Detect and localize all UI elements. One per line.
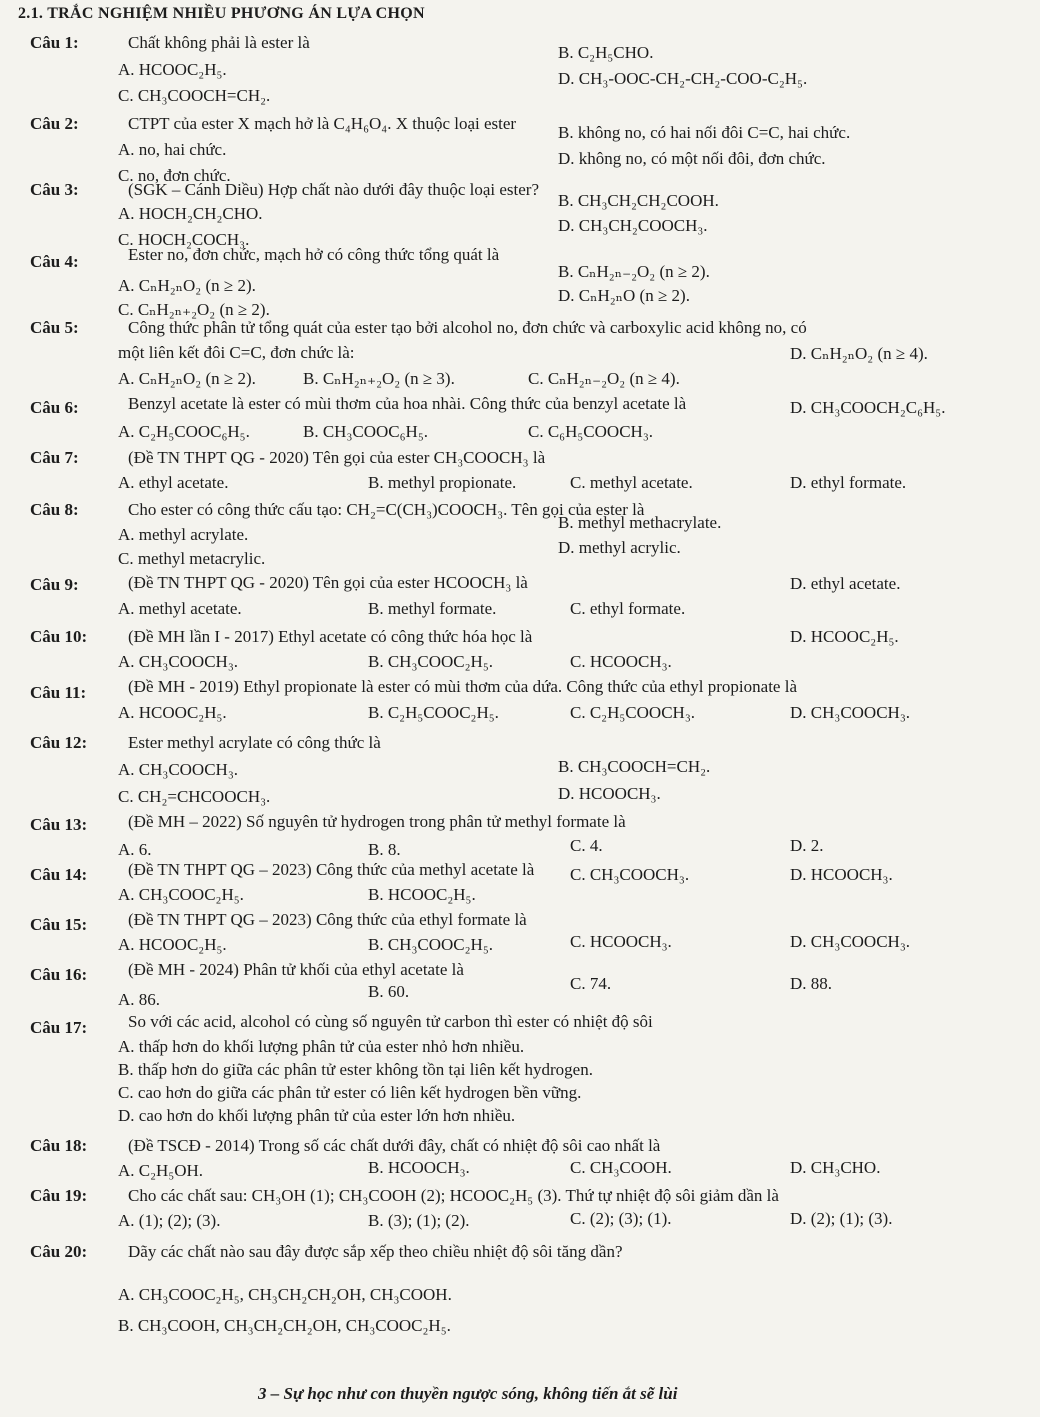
question-1-stem: Chất không phải là ester là [128,33,310,52]
question-7-label: Câu 7: [30,448,79,467]
question-1-option-b[interactable]: B. C₂H₅CHO. [558,43,654,62]
question-9-option-d[interactable]: D. ethyl acetate. [790,574,901,593]
question-1-label: Câu 1: [30,33,79,52]
question-19-option-c[interactable]: C. (2); (3); (1). [570,1209,672,1228]
question-18-option-b[interactable]: B. HCOOCH₃. [368,1158,470,1177]
question-15-label: Câu 15: [30,915,88,934]
question-3-option-a[interactable]: A. HOCH₂CH₂CHO. [118,204,263,223]
question-10-stem: (Đề MH lần I - 2017) Ethyl acetate có công thức hóa học là [128,627,533,646]
question-14-label: Câu 14: [30,865,88,884]
question-6-label: Câu 6: [30,398,79,417]
question-16-option-c[interactable]: C. 74. [570,974,612,993]
question-15-option-c[interactable]: C. HCOOCH₃. [570,932,672,951]
question-17-option-d[interactable]: D. cao hơn do khối lượng phân tử của ester lớn hơn nhiều. [118,1106,516,1125]
question-7-option-d[interactable]: D. ethyl formate. [790,473,907,492]
question-11-option-a[interactable]: A. HCOOC₂H₅. [118,703,227,722]
question-8-option-d[interactable]: D. methyl acrylic. [558,538,681,557]
question-3-option-d[interactable]: D. CH₃CH₂COOCH₃. [558,216,708,235]
question-19-option-a[interactable]: A. (1); (2); (3). [118,1211,221,1230]
question-11-option-d[interactable]: D. CH₃COOCH₃. [790,703,911,722]
question-20-option-a[interactable]: A. CH₃COOC₂H₅, CH₃CH₂CH₂OH, CH₃COOH. [118,1285,452,1304]
question-6-stem: Benzyl acetate là ester có mùi thơm của hoa nhài. Công thức của benzyl acetate là [128,394,687,413]
question-13-stem: (Đề MH – 2022) Số nguyên tử hydrogen trong phân tử methyl formate là [128,812,626,831]
question-8-option-a[interactable]: A. methyl acrylate. [118,525,249,544]
question-13-option-c[interactable]: C. 4. [570,836,603,855]
question-5-option-c[interactable]: C. CₙH₂ₙ₋₂O₂ (n ≥ 4). [528,369,680,388]
question-17-label: Câu 17: [30,1018,88,1037]
question-4-label: Câu 4: [30,252,79,271]
question-14-stem: (Đề TN THPT QG – 2023) Công thức của methyl acetate là [128,860,535,879]
question-6-option-c[interactable]: C. C₆H₅COOCH₃. [528,422,653,441]
question-12-stem: Ester methyl acrylate có công thức là [128,733,381,752]
question-13-option-d[interactable]: D. 2. [790,836,824,855]
question-15-stem: (Đề TN THPT QG – 2023) Công thức của ethyl formate là [128,910,527,929]
question-11-label: Câu 11: [30,683,87,702]
question-16-option-d[interactable]: D. 88. [790,974,833,993]
question-8-option-c[interactable]: C. methyl metacrylic. [118,549,266,568]
question-10-option-b[interactable]: B. CH₃COOC₂H₅. [368,652,493,671]
question-19-label: Câu 19: [30,1186,88,1205]
question-13-option-a[interactable]: A. 6. [118,840,152,859]
question-5-option-b[interactable]: B. CₙH₂ₙ₊₂O₂ (n ≥ 3). [303,369,455,388]
question-12-label: Câu 12: [30,733,88,752]
question-12-option-d[interactable]: D. HCOOCH₃. [558,784,661,803]
question-16-stem: (Đề MH - 2024) Phân tử khối của ethyl acetate là [128,960,464,979]
question-20-option-b[interactable]: B. CH₃COOH, CH₃CH₂CH₂OH, CH₃COOC₂H₅. [118,1316,451,1335]
question-19-stem: Cho các chất sau: CH₃OH (1); CH₃COOH (2); HCOOC₂H₅ (3). Thứ tự nhiệt độ sôi giảm dần là [128,1186,779,1205]
question-6-option-a[interactable]: A. C₂H₅COOC₆H₅. [118,422,250,441]
question-1-option-c[interactable]: C. CH₃COOCH=CH₂. [118,86,271,105]
question-16-option-b[interactable]: B. 60. [368,982,410,1001]
question-7-option-b[interactable]: B. methyl propionate. [368,473,517,492]
question-14-option-a[interactable]: A. CH₃COOC₂H₅. [118,885,244,904]
question-1-option-a[interactable]: A. HCOOC₂H₅. [118,60,227,79]
question-2-stem: CTPT của ester X mạch hở là C₄H₆O₄. X thuộc loại ester [128,114,517,133]
question-20-stem: Dãy các chất nào sau đây được sắp xếp theo chiều nhiệt độ sôi tăng dần? [128,1242,623,1261]
question-19-option-b[interactable]: B. (3); (1); (2). [368,1211,470,1230]
question-4-stem: Ester no, đơn chức, mạch hở có công thức tổng quát là [128,245,500,264]
question-18-stem: (Đề TSCĐ - 2014) Trong số các chất dưới đây, chất có nhiệt độ sôi cao nhất là [128,1136,661,1155]
question-18-label: Câu 18: [30,1136,88,1155]
question-8-option-b[interactable]: B. methyl methacrylate. [558,513,722,532]
question-14-option-d[interactable]: D. HCOOCH₃. [790,865,893,884]
question-7-stem: (Đề TN THPT QG - 2020) Tên gọi của ester CH₃COOCH₃ là [128,448,546,467]
question-1-option-d[interactable]: D. CH₃-OOC-CH₂-CH₂-COO-C₂H₅. [558,69,808,88]
question-9-stem: (Đề TN THPT QG - 2020) Tên gọi của ester HCOOCH₃ là [128,573,528,592]
question-4-option-c[interactable]: C. CₙH₂ₙ₊₂O₂ (n ≥ 2). [118,300,270,319]
question-9-label: Câu 9: [30,575,79,594]
question-16-option-a[interactable]: A. 86. [118,990,161,1009]
question-12-option-b[interactable]: B. CH₃COOCH=CH₂. [558,757,711,776]
question-2-label: Câu 2: [30,114,79,133]
question-8-stem: Cho ester có công thức cấu tạo: CH₂=C(CH₃)COOCH₃. Tên gọi của ester là [128,500,645,519]
question-18-option-c[interactable]: C. CH₃COOH. [570,1158,672,1177]
question-11-option-b[interactable]: B. C₂H₅COOC₂H₅. [368,703,499,722]
question-9-option-c[interactable]: C. ethyl formate. [570,599,686,618]
question-10-option-c[interactable]: C. HCOOCH₃. [570,652,672,671]
question-2-option-b[interactable]: B. không no, có hai nối đôi C=C, hai chức. [558,123,851,142]
question-16-label: Câu 16: [30,965,88,984]
question-10-option-a[interactable]: A. CH₃COOCH₃. [118,652,239,671]
question-9-option-b[interactable]: B. methyl formate. [368,599,497,618]
question-3-label: Câu 3: [30,180,79,199]
question-10-label: Câu 10: [30,627,88,646]
question-18-option-d[interactable]: D. CH₃CHO. [790,1158,881,1177]
question-2-option-d[interactable]: D. không no, có một nối đôi, đơn chức. [558,149,826,168]
question-6-option-d[interactable]: D. CH₃COOCH₂C₆H₅. [790,398,946,417]
question-11-option-c[interactable]: C. C₂H₅COOCH₃. [570,703,695,722]
question-4-option-b[interactable]: B. CₙH₂ₙ₋₂O₂ (n ≥ 2). [558,262,710,281]
question-7-option-a[interactable]: A. ethyl acetate. [118,473,229,492]
question-20-label: Câu 20: [30,1242,88,1261]
question-15-option-d[interactable]: D. CH₃COOCH₃. [790,932,911,951]
question-5-stem: Công thức phân tử tổng quát của ester tạo bởi alcohol no, đơn chức và carboxylic acid không no, có [128,318,807,337]
question-17-option-c[interactable]: C. cao hơn do giữa các phân tử ester có liên kết hydrogen bền vững. [118,1083,582,1102]
question-10-option-d[interactable]: D. HCOOC₂H₅. [790,627,899,646]
question-15-option-b[interactable]: B. CH₃COOC₂H₅. [368,935,493,954]
question-19-option-d[interactable]: D. (2); (1); (3). [790,1209,893,1228]
question-4-option-d[interactable]: D. CₙH₂ₙO (n ≥ 2). [558,286,690,305]
question-4-option-a[interactable]: A. CₙH₂ₙO₂ (n ≥ 2). [118,276,256,295]
question-9-option-a[interactable]: A. methyl acetate. [118,599,242,618]
question-7-option-c[interactable]: C. methyl acetate. [570,473,693,492]
question-18-option-a[interactable]: A. C₂H₅OH. [118,1161,204,1180]
question-8-label: Câu 8: [30,500,79,519]
question-11-stem: (Đề MH - 2019) Ethyl propionate là ester có mùi thơm của dứa. Công thức của ethyl propionate là [128,677,797,696]
question-3-stem: (SGK – Cánh Diều) Hợp chất nào dưới đây thuộc loại ester? [128,180,540,199]
section-title: 2.1. TRẮC NGHIỆM NHIỀU PHƯƠNG ÁN LỰA CHỌN [18,5,425,22]
question-5-option-a[interactable]: A. CₙH₂ₙO₂ (n ≥ 2). [118,369,256,388]
question-6-option-b[interactable]: B. CH₃COOC₆H₅. [303,422,428,441]
question-5-stem-line-2: một liên kết đôi C=C, đơn chức là: [118,343,355,362]
question-12-option-a[interactable]: A. CH₃COOCH₃. [118,760,239,779]
question-2-option-c[interactable]: C. no, đơn chức. [118,166,231,185]
question-2-option-a[interactable]: A. no, hai chức. [118,140,227,159]
question-5-label: Câu 5: [30,318,79,337]
question-3-option-b[interactable]: B. CH₃CH₂CH₂COOH. [558,191,719,210]
question-12-option-c[interactable]: C. CH₂=CHCOOCH₃. [118,787,271,806]
question-3-option-c[interactable]: C. HOCH₂COCH₃. [118,230,250,249]
question-5-option-d[interactable]: D. CₙH₂ₙO₂ (n ≥ 4). [790,344,928,363]
question-14-option-c[interactable]: C. CH₃COOCH₃. [570,865,690,884]
question-17-stem: So với các acid, alcohol có cùng số nguyên tử carbon thì ester có nhiệt độ sôi [128,1012,653,1031]
question-15-option-a[interactable]: A. HCOOC₂H₅. [118,935,227,954]
question-17-option-a[interactable]: A. thấp hơn do khối lượng phân tử của ester nhỏ hơn nhiều. [118,1037,525,1056]
question-13-label: Câu 13: [30,815,88,834]
footer-quote: 3 – Sự học như con thuyền ngược sóng, không tiến ắt sẽ lùi [258,1384,678,1403]
question-17-option-b[interactable]: B. thấp hơn do giữa các phân tử ester không tồn tại liên kết hydrogen. [118,1060,593,1079]
question-13-option-b[interactable]: B. 8. [368,840,401,859]
question-14-option-b[interactable]: B. HCOOC₂H₅. [368,885,476,904]
